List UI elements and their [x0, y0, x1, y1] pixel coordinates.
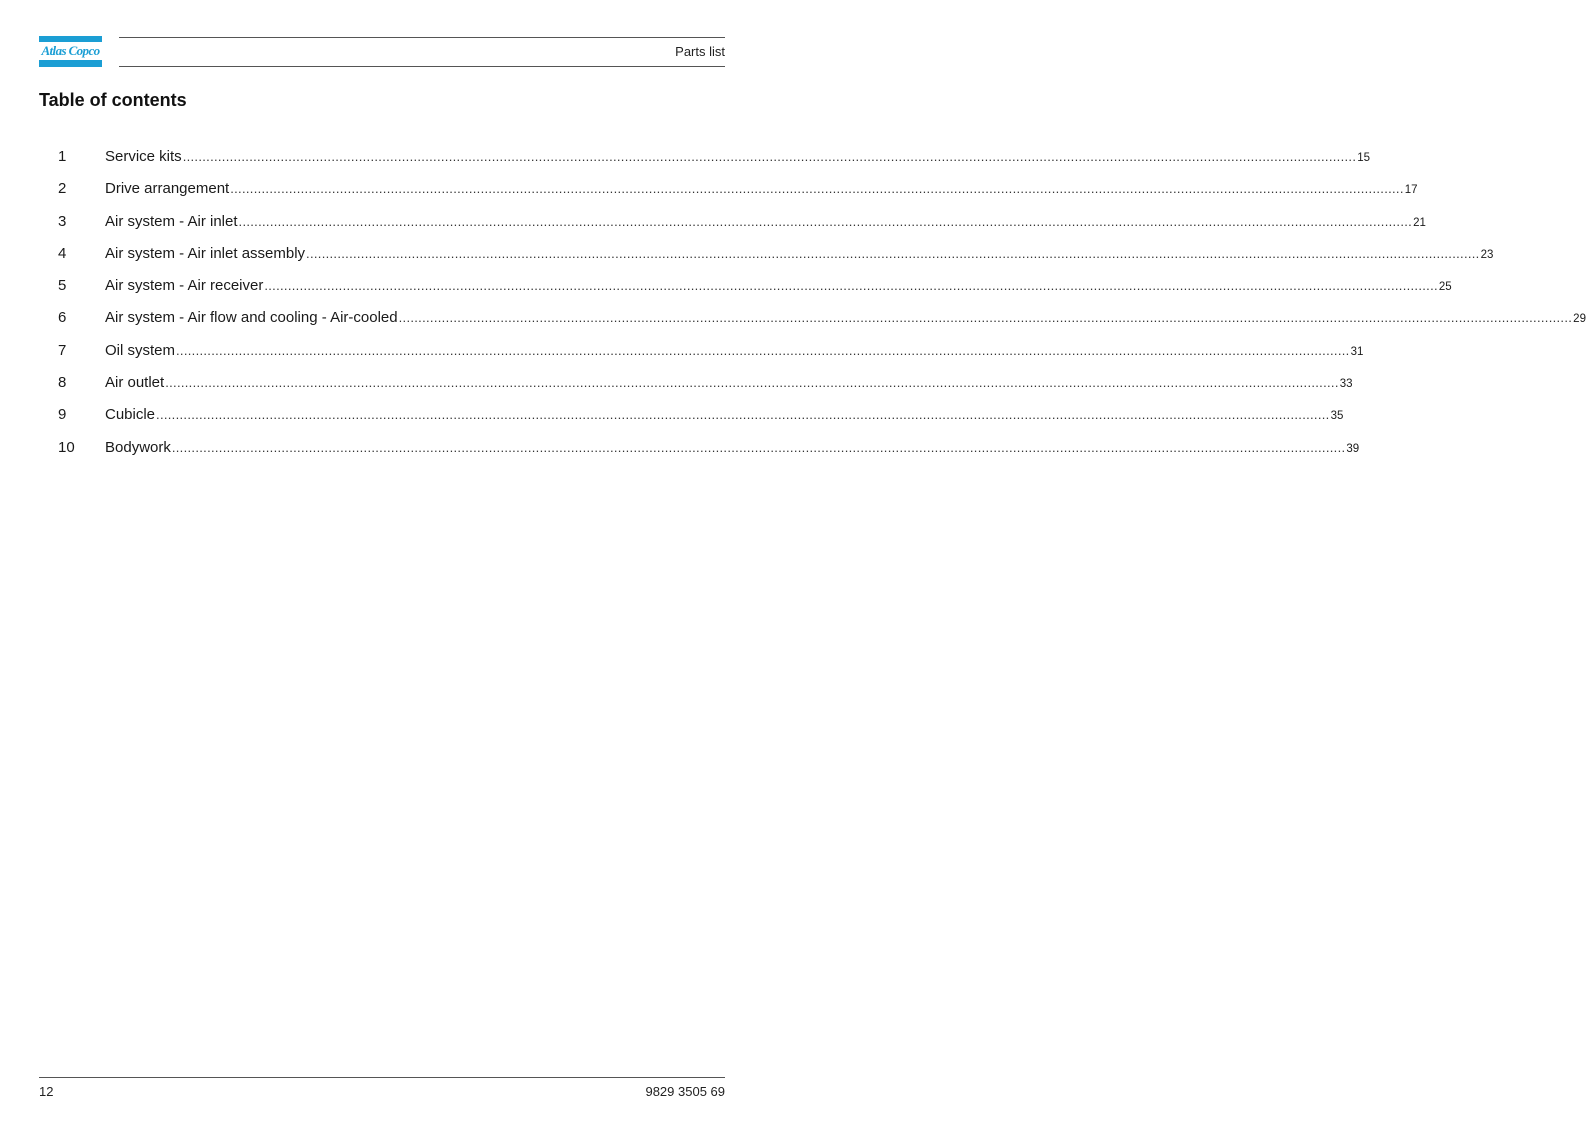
toc-dot-leader: ............................................................................................................................................................................................................................................................................................................ — [182, 149, 1357, 164]
toc-entry-page[interactable]: 23 — [1480, 248, 1494, 261]
toc-entry-number: 7 — [58, 341, 67, 359]
toc-entry-number: 1 — [58, 148, 67, 165]
toc-entry-number: 4 — [58, 244, 67, 262]
toc-entry[interactable] — [58, 180, 1418, 212]
toc-entry[interactable] — [58, 244, 1494, 277]
toc-entry-title[interactable]: Air outlet — [105, 374, 165, 392]
header-top-rule — [119, 37, 725, 38]
logo-top-stripe — [39, 36, 102, 42]
toc-entry[interactable] — [58, 212, 1426, 245]
toc-entry[interactable] — [58, 438, 1360, 471]
toc-entry-title[interactable]: Service kits — [105, 148, 182, 165]
toc-entry[interactable] — [58, 148, 1371, 180]
toc-entry-number: 9 — [58, 406, 67, 424]
toc-entry-page[interactable]: 35 — [1330, 410, 1344, 423]
header-section-title: Parts list — [675, 44, 725, 59]
toc-entry-title[interactable]: Cubicle — [105, 406, 156, 424]
logo-wordmark: Atlas Copco — [41, 43, 100, 58]
toc-dot-leader: ............................................................................................................................................................................................................................................................................................................ — [176, 342, 1350, 358]
toc-entry-page[interactable]: 31 — [1350, 345, 1364, 358]
toc-dot-leader: ............................................................................................................................................................................................................................................................................................................ — [156, 407, 1330, 423]
toc-entry[interactable] — [58, 309, 1586, 341]
toc-entry-number: 3 — [58, 212, 67, 230]
toc-entry[interactable] — [58, 341, 1364, 374]
footer-document-number: 9829 3505 69 — [645, 1084, 725, 1099]
toc-entry-title[interactable]: Air system - Air receiver — [105, 277, 264, 295]
toc-entry[interactable] — [58, 406, 1344, 438]
toc-entry-number: 8 — [58, 374, 67, 392]
toc-entry-number: 6 — [58, 309, 67, 327]
header-bottom-rule — [119, 66, 725, 67]
toc-entry-number: 5 — [58, 277, 67, 295]
toc-entry-title[interactable]: Drive arrangement — [105, 180, 230, 198]
atlas-copco-logo — [39, 36, 102, 67]
toc-entry-number: 2 — [58, 180, 67, 198]
page-title: Table of contents — [39, 90, 187, 110]
toc-entry-page[interactable]: 33 — [1339, 378, 1353, 391]
toc-dot-leader: ............................................................................................................................................................................................................................................................................................................ — [306, 245, 1480, 261]
toc-dot-leader: ............................................................................................................................................................................................................................................................................................................ — [238, 213, 1413, 229]
toc-entry-page[interactable]: 21 — [1413, 216, 1426, 229]
toc-entry-page[interactable]: 39 — [1346, 442, 1360, 455]
toc-entry-page[interactable]: 25 — [1438, 281, 1452, 294]
toc-dot-leader: ............................................................................................................................................................................................................................................................................................................ — [230, 181, 1404, 197]
table-of-contents — [58, 148, 1586, 471]
toc-entry-page[interactable]: 17 — [1404, 184, 1418, 197]
logo-bottom-stripe — [39, 60, 102, 67]
toc-entry-title[interactable]: Air system - Air inlet — [105, 212, 238, 230]
toc-dot-leader: ............................................................................................................................................................................................................................................................................................................ — [165, 375, 1339, 391]
footer-page-number: 12 — [39, 1084, 54, 1099]
footer-rule — [39, 1077, 725, 1078]
toc-entry-title[interactable]: Air system - Air inlet assembly — [105, 244, 306, 262]
toc-dot-leader: ............................................................................................................................................................................................................................................................................................................ — [264, 278, 1438, 294]
toc-entry-page[interactable]: 29 — [1573, 313, 1586, 326]
toc-dot-leader: ............................................................................................................................................................................................................................................................................................................ — [398, 310, 1573, 326]
toc-entry-page[interactable]: 15 — [1357, 152, 1371, 164]
toc-entry-title[interactable]: Bodywork — [105, 438, 171, 456]
toc-entry-title[interactable]: Oil system — [105, 341, 176, 359]
toc-entry[interactable] — [58, 374, 1353, 406]
toc-dot-leader: ............................................................................................................................................................................................................................................................................................................ — [171, 439, 1346, 455]
toc-entry[interactable] — [58, 277, 1452, 309]
toc-entry-title[interactable]: Air system - Air flow and cooling - Air-cooled — [105, 309, 398, 327]
toc-entry-number: 10 — [58, 438, 75, 456]
